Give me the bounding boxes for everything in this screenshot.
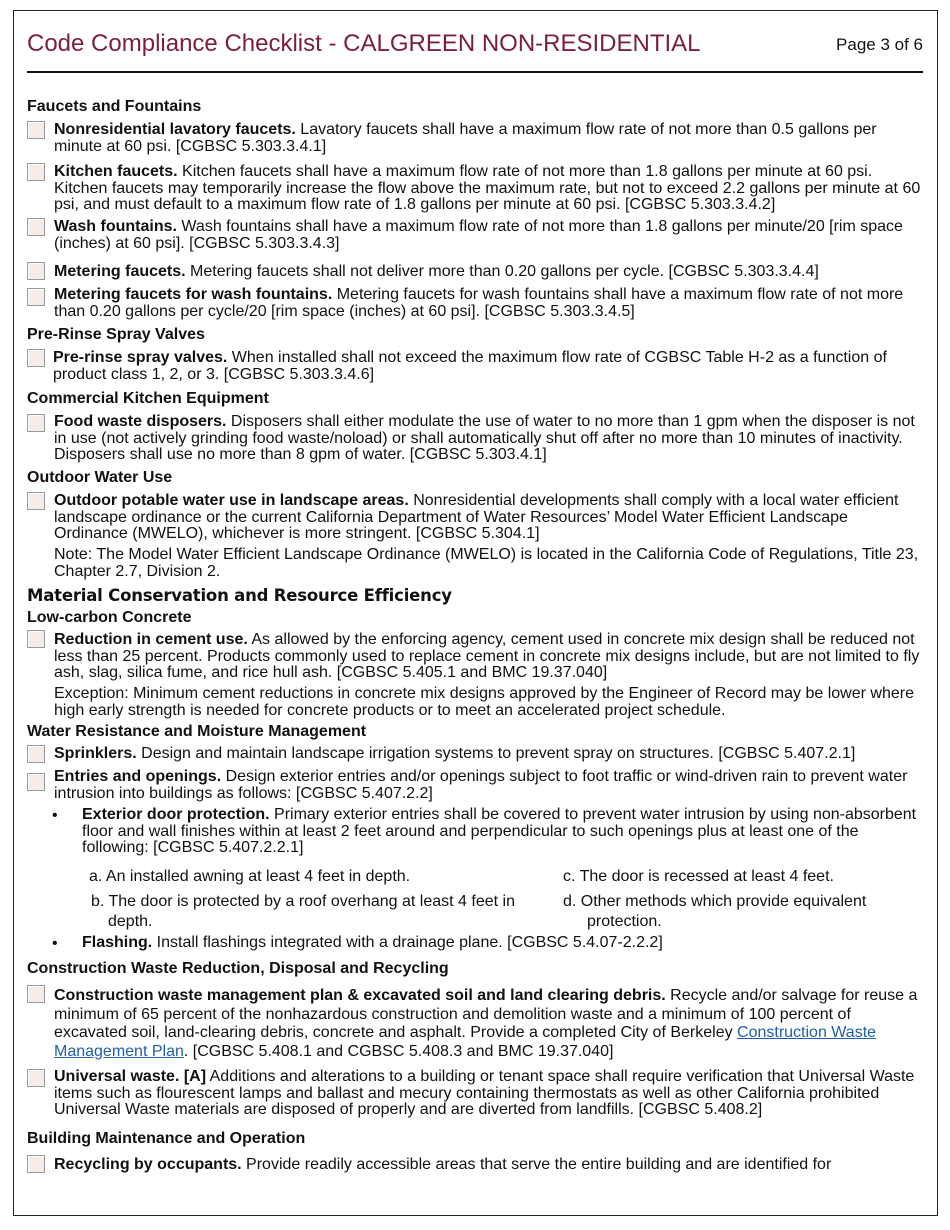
checklist-item: Nonresidential lavatory faucets. Lavatory faucets shall have a maximum flow rate of not more than 0.5 gallons per minute at 60 psi. [CGBSC 5.303.3.4.1]: [54, 121, 877, 155]
checklist-item: Kitchen faucets. Kitchen faucets shall have a maximum flow rate of not more than 1.8 gallons per minute at 60 psi. Kitchen faucets may temporarily increase the flow above the maximum rate, but not to exceed 2.2 gallons per minute at 60 psi, and must default to a maximum flow rate of 1.8 gallons per minute at 60 psi. [CGBSC 5.303.3.4.2]: [54, 163, 921, 213]
construction-waste-plan-link[interactable]: Construction Waste Management Plan: [54, 1024, 877, 1060]
checkbox[interactable]: [27, 492, 45, 510]
checklist-item: Metering faucets. Metering faucets shall not deliver more than 0.20 gallons per cycle. [CGBSC 5.303.3.4.4]: [54, 263, 819, 280]
checkbox[interactable]: [27, 1155, 45, 1173]
checkbox[interactable]: [27, 163, 45, 181]
checklist-item: Wash fountains. Wash fountains shall have a maximum flow rate of not more than 1.8 gallons per minute/20 [rim space (inches) at 60 psi]. [CGBSC 5.303.3.4.3]: [54, 218, 903, 252]
bullet-item: Exterior door protection. Primary exterior entries shall be covered to prevent water intrusion by using non-absorbent floor and wall finishes within at least 2 feet around and perpendicular to such openings plus at least one of the following: [CGBSC 5.407.2.2.1]: [82, 806, 917, 856]
bullet: •: [52, 807, 58, 824]
option-d: d. Other methods which provide equivalent protection.: [563, 893, 867, 930]
checklist-item: Food waste disposers. Disposers shall either modulate the use of water to no more than 1 gpm when the disposer is not in use (not actively grinding food waste/noload) or shall automatically shut off after no more than 10 minutes of inactivity. Disposers shall use no more than 8 gpm of water. [CGBSC 5.303.4.1]: [54, 413, 915, 463]
section-heading: Low-carbon Concrete: [27, 609, 192, 626]
section-heading: Faucets and Fountains: [27, 98, 202, 115]
section-heading: Outdoor Water Use: [27, 469, 173, 486]
checklist-item: Pre-rinse spray valves. When installed shall not exceed the maximum flow rate of CGBSC Table H-2 as a function of product class 1, 2, or 3. [CGBSC 5.303.3.4.6]: [53, 349, 887, 383]
checklist-item: Metering faucets for wash fountains. Metering faucets for wash fountains shall have a maximum flow rate of not more than 0.20 gallons per cycle/20 [rim space (inches) at 60 psi]. [CGBSC 5.303.3.4.5]: [54, 286, 904, 320]
section-heading: Building Maintenance and Operation: [27, 1130, 306, 1147]
major-section-heading: Material Conservation and Resource Efficiency: [27, 586, 452, 605]
page-title: Code Compliance Checklist - CALGREEN NON-RESIDENTIAL: [27, 30, 701, 57]
header-rule: [27, 71, 923, 73]
section-heading: Construction Waste Reduction, Disposal and Recycling: [27, 960, 449, 977]
checkbox[interactable]: [27, 414, 45, 432]
checkbox[interactable]: [27, 745, 45, 763]
checklist-item: Recycling by occupants. Provide readily accessible areas that serve the entire building and are identified for: [54, 1156, 832, 1173]
option-b: b. The door is protected by a roof overhang at least 4 feet in depth.: [91, 893, 515, 930]
checklist-item: Reduction in cement use. As allowed by the enforcing agency, cement used in concrete mix design shall be reduced not less than 25 percent. Products commonly used to replace cement in concrete mix designs include, but are not limited to fly ash, slag, silica fume, and rice hull ash. [CGBSC 5.405.1 and BMC 19.37.040]: [54, 631, 920, 681]
checkbox[interactable]: [27, 288, 45, 306]
bullet-item: Flashing. Install flashings integrated with a drainage plane. [CGBSC 5.4.07-2.2.2]: [82, 934, 663, 951]
checkbox[interactable]: [27, 349, 45, 367]
checkbox[interactable]: [27, 121, 45, 139]
checkbox[interactable]: [27, 773, 45, 791]
checkbox[interactable]: [27, 262, 45, 280]
checklist-item: Sprinklers. Design and maintain landscape irrigation systems to prevent spray on structures. [CGBSC 5.407.2.1]: [54, 745, 856, 762]
checkbox[interactable]: [27, 630, 45, 648]
checkbox[interactable]: [27, 985, 45, 1003]
checklist-item: Entries and openings. Design exterior entries and/or openings subject to foot traffic or wind-driven rain to prevent water intrusion into buildings as follows: [CGBSC 5.407.2.2]: [54, 768, 908, 802]
checkbox[interactable]: [27, 1069, 45, 1087]
checklist-item: Outdoor potable water use in landscape areas. Nonresidential developments shall comply with a local water efficient landscape ordinance or the current California Department of Water Resources’ Model Water Efficient Landscape Ordinance (MWELO), whichever is more stringent. [CGBSC 5.304.1]: [54, 492, 899, 542]
checklist-item: Universal waste. [A] Additions and alterations to a building or tenant space shall require verification that Universal Waste items such as flourescent lamps and ballast and mecury containing thermostats as well as other California prohibited Universal Waste materials are disposed of properly and are diverted from landfills. [CGBSC 5.408.2]: [54, 1068, 915, 1118]
section-heading: Pre-Rinse Spray Valves: [27, 326, 205, 343]
option-a: a. An installed awning at least 4 feet in depth.: [89, 868, 411, 885]
checklist-item: Construction waste management plan & excavated soil and land clearing debris. Recycle and/or salvage for reuse a minimum of 65 percent of the nonhazardous construction and demolition waste and a minimum of 100 percent of excavated soil, land-clearing debris, concrete and asphalt. Provide a completed City of Berkeley Construction Waste Management Plan. [CGBSC 5.408.1 and CGBSC 5.408.3 and BMC 19.37.040]: [54, 987, 918, 1060]
checkbox[interactable]: [27, 218, 45, 236]
section-heading: Water Resistance and Moisture Management: [27, 723, 367, 740]
section-heading: Commercial Kitchen Equipment: [27, 390, 269, 407]
exception-text: Exception: Minimum cement reductions in concrete mix designs approved by the Engineer of Record may be lower where high early strength is needed for concrete products or to meet an accelerated project schedule.: [54, 685, 914, 719]
bullet: •: [52, 935, 58, 952]
note-text: Note: The Model Water Efficient Landscape Ordinance (MWELO) is located in the California Code of Regulations, Title 23, Chapter 2.7, Division 2.: [54, 546, 919, 580]
option-c: c. The door is recessed at least 4 feet.: [563, 868, 834, 885]
page-number: Page 3 of 6: [836, 35, 923, 54]
